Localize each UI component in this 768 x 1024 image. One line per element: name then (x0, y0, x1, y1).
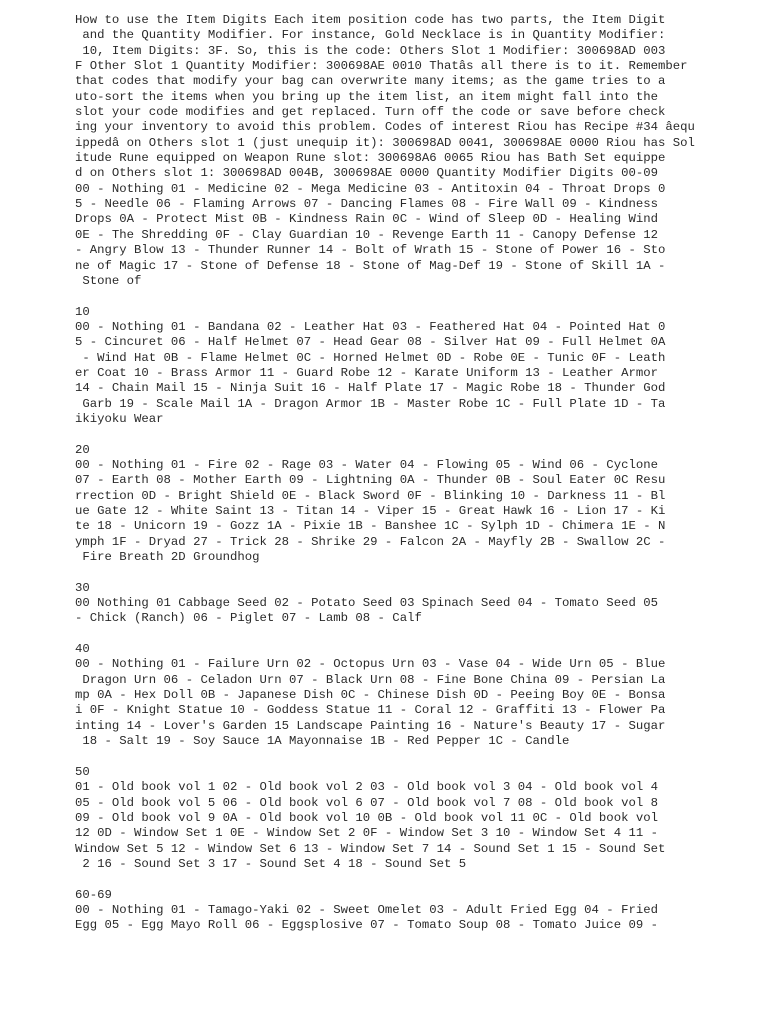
text-line: 05 - Old book vol 5 06 - Old book vol 6 07 - Old book vol 7 08 - Old book vol 8 (75, 795, 658, 810)
text-line: 00 - Nothing 01 - Tamago-Yaki 02 - Sweet Omelet 03 - Adult Fried Egg 04 - Fried (75, 902, 658, 917)
text-line: ikiyoku Wear (75, 411, 164, 426)
text-line: - Wind Hat 0B - Flame Helmet 0C - Horned Helmet 0D - Robe 0E - Tunic 0F - Leath (75, 350, 666, 365)
text-line: - Chick (Ranch) 06 - Piglet 07 - Lamb 08 - Calf (75, 611, 422, 626)
text-line: 00 - Nothing 01 - Medicine 02 - Mega Medicine 03 - Antitoxin 04 - Throat Drops 0 (75, 181, 666, 196)
text-line: F Other Slot 1 Quantity Modifier: 300698AE 0010 Thatâs all there is to it. Remember (75, 59, 688, 74)
text-line: 5 - Cincuret 06 - Half Helmet 07 - Head Gear 08 - Silver Hat 09 - Full Helmet 0A (75, 335, 666, 350)
text-line: Dragon Urn 06 - Celadon Urn 07 - Black Urn 08 - Fine Bone China 09 - Persian La (75, 672, 666, 687)
text-line: slot your code modifies and get replaced. Turn off the code or save before check (75, 105, 666, 120)
text-line: ue Gate 12 - White Saint 13 - Titan 14 - Viper 15 - Great Hawk 16 - Lion 17 - Ki (75, 504, 666, 518)
text-line: 18 - Salt 19 - Soy Sauce 1A Mayonnaise 1B - Red Pepper 1C - Candle (75, 734, 570, 749)
text-line: 07 - Earth 08 - Mother Earth 09 - Lightning 0A - Thunder 0B - Soul Eater 0C Resu (75, 473, 666, 488)
text-line: 2 16 - Sound Set 3 17 - Sound Set 4 18 - Sound Set 5 (75, 856, 467, 871)
text-line: Window Set 5 12 - Window Set 6 13 - Window Set 7 14 - Sound Set 1 15 - Sound Set (75, 841, 666, 856)
text-line: 01 - Old book vol 1 02 - Old book vol 2 03 - Old book vol 3 04 - Old book vol 4 (75, 780, 658, 795)
text-line: 00 - Nothing 01 - Fire 02 - Rage 03 - Water 04 - Flowing 05 - Wind 06 - Cyclone (75, 457, 658, 472)
text-line: ne of Magic 17 - Stone of Defense 18 - Stone of Mag-Def 19 - Stone of Skill 1A - (75, 258, 666, 273)
text-line: - Angry Blow 13 - Thunder Runner 14 - Bolt of Wrath 15 - Stone of Power 16 - Sto (75, 243, 666, 258)
text-line: uto-sort the items when you bring up the item list, an item might fall into the (75, 89, 658, 104)
text-line (75, 872, 755, 887)
text-line: 12 0D - Window Set 1 0E - Window Set 2 0F - Window Set 3 10 - Window Set 4 11 - (75, 826, 658, 841)
text-line: 30 (75, 580, 90, 595)
text-line: Stone of (75, 273, 142, 288)
text-line: 14 - Chain Mail 15 - Ninja Suit 16 - Half Plate 17 - Magic Robe 18 - Thunder God (75, 381, 666, 396)
text-line: te 18 - Unicorn 19 - Gozz 1A - Pixie 1B - Banshee 1C - Sylph 1D - Chimera 1E - N (75, 519, 666, 534)
text-line: 10 (75, 304, 90, 319)
text-line: ing your inventory to avoid this problem. Codes of interest Riou has Recipe #34 âequ (75, 120, 695, 135)
text-line: mp 0A - Hex Doll 0B - Japanese Dish 0C - Chinese Dish 0D - Peeing Boy 0E - Bonsa (75, 688, 666, 703)
text-line: Drops 0A - Protect Mist 0B - Kindness Rain 0C - Wind of Sleep 0D - Healing Wind (75, 212, 658, 227)
text-line (75, 565, 755, 580)
text-line: Garb 19 - Scale Mail 1A - Dragon Armor 1B - Master Robe 1C - Full Plate 1D - Ta (75, 396, 666, 411)
text-line: itude Rune equipped on Weapon Rune slot: 300698A6 0065 Riou has Bath Set equippe (75, 151, 666, 166)
text-line: 10, Item Digits: 3F. So, this is the code: Others Slot 1 Modifier: 300698AD 003 (75, 43, 666, 58)
text-line: ippedâ on Others slot 1 (just unequip it): 300698AD 0041, 300698AE 0000 Riou has Sol (75, 135, 695, 150)
text-line: 40 (75, 642, 90, 657)
text-line: 5 - Needle 06 - Flaming Arrows 07 - Dancing Flames 08 - Fire Wall 09 - Kindness (75, 197, 658, 212)
text-line (75, 427, 755, 442)
text-line (75, 627, 755, 642)
text-line: that codes that modify your bag can overwrite many items; as the game tries to a (75, 74, 666, 89)
text-line: i 0F - Knight Statue 10 - Goddess Statue 11 - Coral 12 - Graffiti 13 - Flower Pa (75, 703, 666, 718)
text-line: 00 - Nothing 01 - Failure Urn 02 - Octopus Urn 03 - Vase 04 - Wide Urn 05 - Blue (75, 657, 666, 672)
text-line: and the Quantity Modifier. For instance, Gold Necklace is in Quantity Modifier: (75, 28, 666, 43)
text-line: Egg 05 - Egg Mayo Roll 06 - Eggsplosive 07 - Tomato Soup 08 - Tomato Juice 09 - (75, 918, 658, 933)
text-line: ymph 1F - Dryad 27 - Trick 28 - Shrike 29 - Falcon 2A - Mayfly 2B - Swallow 2C - (75, 534, 666, 549)
document-text (75, 13, 755, 934)
text-line: How to use the Item Digits Each item position code has two parts, the Item Digit (75, 13, 666, 27)
text-line: d on Others slot 1: 300698AD 004B, 300698AE 0000 Quantity Modifier Digits 00-09 (75, 166, 658, 181)
text-line: 60-69 (75, 887, 112, 902)
text-line: 20 (75, 442, 90, 457)
text-line: 0E - The Shredding 0F - Clay Guardian 10 - Revenge Earth 11 - Canopy Defense 12 (75, 227, 658, 242)
text-line: inting 14 - Lover's Garden 15 Landscape Painting 16 - Nature's Beauty 17 - Sugar (75, 718, 666, 733)
text-line: 09 - Old book vol 9 0A - Old book vol 10 0B - Old book vol 11 0C - Old book vol (75, 810, 658, 825)
text-line: 00 - Nothing 01 - Bandana 02 - Leather Hat 03 - Feathered Hat 04 - Pointed Hat 0 (75, 319, 666, 334)
text-line: er Coat 10 - Brass Armor 11 - Guard Robe 12 - Karate Uniform 13 - Leather Armor (75, 365, 658, 380)
text-line (75, 750, 755, 765)
text-line: Fire Breath 2D Groundhog (75, 550, 260, 565)
text-line (75, 289, 755, 304)
text-line: rrection 0D - Bright Shield 0E - Black Sword 0F - Blinking 10 - Darkness 11 - Bl (75, 488, 666, 503)
text-line: 00 Nothing 01 Cabbage Seed 02 - Potato Seed 03 Spinach Seed 04 - Tomato Seed 05 (75, 596, 658, 611)
text-line: 50 (75, 764, 90, 779)
